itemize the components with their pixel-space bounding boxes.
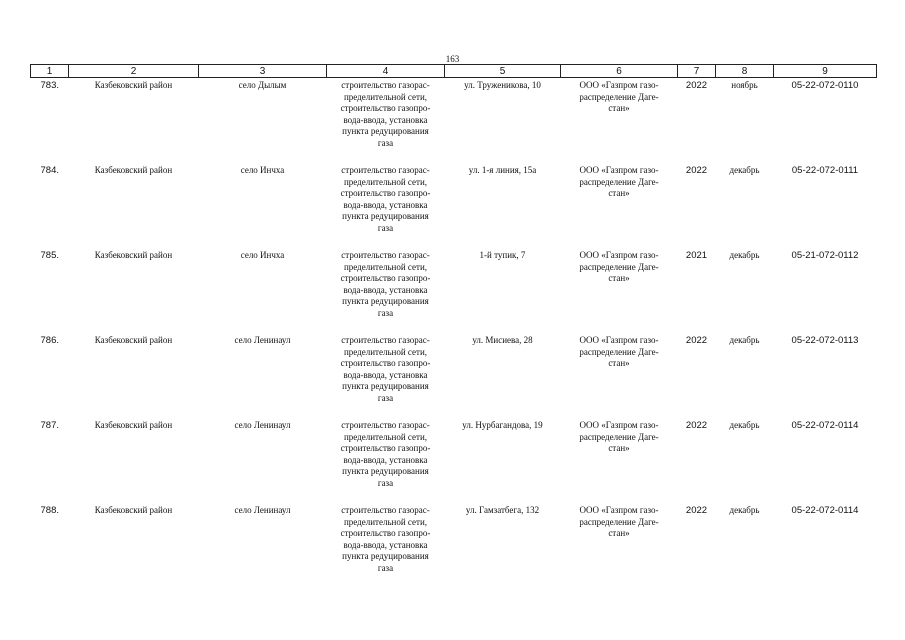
organization-line: стан» xyxy=(608,358,630,369)
work-description-line: пункта редуцирования xyxy=(342,466,429,477)
settlement-cell: село Ленинаул xyxy=(234,505,291,515)
work-description-line: строительство газорас- xyxy=(341,165,430,175)
work-description-line: пункта редуцирования xyxy=(342,551,429,562)
organization-line: ООО «Газпром газо- xyxy=(579,250,659,260)
code-cell: 05-22-072-0113 xyxy=(791,335,859,346)
column-header: 1 xyxy=(31,65,69,78)
work-description-line: строительство газорас- xyxy=(341,505,430,515)
organization-line: ООО «Газпром газо- xyxy=(579,80,659,90)
work-description-line: пункта редуцирования xyxy=(342,126,429,137)
work-description-line: пределительной сети, xyxy=(343,516,428,527)
table-row xyxy=(31,418,877,503)
work-description-line: газа xyxy=(377,392,394,403)
code-cell: 05-21-072-0112 xyxy=(791,250,859,261)
month-cell: декабрь xyxy=(729,420,760,430)
year-cell: 2021 xyxy=(685,250,708,261)
column-header: 3 xyxy=(199,65,327,78)
work-description-line: пункта редуцирования xyxy=(342,296,429,307)
settlement-cell: село Инчха xyxy=(240,250,285,260)
table-row xyxy=(31,503,877,588)
column-header: 2 xyxy=(69,65,199,78)
organization-line: распределение Даге- xyxy=(579,346,659,357)
row-number: 788. xyxy=(40,505,59,516)
work-description-line: строительство газопро- xyxy=(340,188,431,199)
organization-cell xyxy=(561,503,678,588)
work-description-cell xyxy=(327,503,445,588)
work-description-line: строительство газопро- xyxy=(340,358,431,369)
organization-line: распределение Даге- xyxy=(579,431,659,442)
work-description-line: пункта редуцирования xyxy=(342,211,429,222)
address-cell: ул. 1-я линия, 15а xyxy=(468,165,537,175)
work-description-line: пределительной сети, xyxy=(343,346,428,357)
work-description-line: строительство газопро- xyxy=(340,273,431,284)
organization-line: стан» xyxy=(608,443,630,454)
table-row xyxy=(31,78,877,164)
work-description-cell xyxy=(327,248,445,333)
row-number: 783. xyxy=(40,80,59,91)
district-cell: Казбековский район xyxy=(94,505,173,515)
page-number: 163 xyxy=(445,54,460,64)
month-cell: декабрь xyxy=(729,165,760,175)
table-row xyxy=(31,333,877,418)
code-cell: 05-22-072-0114 xyxy=(791,505,859,516)
settlement-cell: село Ленинаул xyxy=(234,335,291,345)
month-cell: декабрь xyxy=(729,335,760,345)
organization-line: распределение Даге- xyxy=(579,261,659,272)
work-description-line: вода-ввода, установка xyxy=(343,369,428,380)
address-cell: ул. Мисиева, 28 xyxy=(472,335,533,345)
work-description-line: газа xyxy=(377,477,394,488)
gas-works-table xyxy=(30,64,877,588)
organization-line: распределение Даге- xyxy=(579,516,659,527)
month-cell: декабрь xyxy=(729,250,760,260)
work-description-line: строительство газопро- xyxy=(340,528,431,539)
work-description-line: строительство газорас- xyxy=(341,250,430,260)
table-row xyxy=(31,163,877,248)
organization-cell xyxy=(561,418,678,503)
year-cell: 2022 xyxy=(685,420,708,431)
organization-line: стан» xyxy=(608,103,630,114)
organization-line: ООО «Газпром газо- xyxy=(579,165,659,175)
work-description-line: строительство газопро- xyxy=(340,443,431,454)
district-cell: Казбековский район xyxy=(94,165,173,175)
work-description-line: строительство газопро- xyxy=(340,103,431,114)
year-cell: 2022 xyxy=(685,505,708,516)
column-header: 9 xyxy=(774,65,877,78)
organization-line: распределение Даге- xyxy=(579,176,659,187)
work-description-line: вода-ввода, установка xyxy=(343,539,428,550)
address-cell: 1-й тупик, 7 xyxy=(479,250,526,260)
work-description-line: вода-ввода, установка xyxy=(343,454,428,465)
header-row xyxy=(31,65,877,78)
work-description-line: вода-ввода, установка xyxy=(343,284,428,295)
district-cell: Казбековский район xyxy=(94,335,173,345)
district-cell: Казбековский район xyxy=(94,420,173,430)
address-cell: ул. Нурбагандова, 19 xyxy=(462,420,543,430)
year-cell: 2022 xyxy=(685,335,708,346)
work-description-line: газа xyxy=(377,562,394,573)
column-header: 7 xyxy=(678,65,716,78)
row-number: 787. xyxy=(40,420,59,431)
organization-line: стан» xyxy=(608,528,630,539)
organization-line: ООО «Газпром газо- xyxy=(579,505,659,515)
address-cell: ул. Гамзатбега, 132 xyxy=(465,505,540,515)
row-number: 786. xyxy=(40,335,59,346)
organization-cell xyxy=(561,248,678,333)
settlement-cell: село Инчха xyxy=(240,165,285,175)
code-cell: 05-22-072-0111 xyxy=(791,165,859,176)
table-row xyxy=(31,248,877,333)
organization-line: ООО «Газпром газо- xyxy=(579,420,659,430)
organization-line: ООО «Газпром газо- xyxy=(579,335,659,345)
settlement-cell: село Ленинаул xyxy=(234,420,291,430)
organization-line: стан» xyxy=(608,188,630,199)
row-number: 785. xyxy=(40,250,59,261)
work-description-line: пункта редуцирования xyxy=(342,381,429,392)
work-description-line: пределительной сети, xyxy=(343,176,428,187)
work-description-line: пределительной сети, xyxy=(343,431,428,442)
year-cell: 2022 xyxy=(685,80,708,91)
column-header: 5 xyxy=(445,65,561,78)
year-cell: 2022 xyxy=(685,165,708,176)
month-cell: декабрь xyxy=(729,505,760,515)
work-description-line: строительство газорас- xyxy=(341,335,430,345)
work-description-line: вода-ввода, установка xyxy=(343,114,428,125)
district-cell: Казбековский район xyxy=(94,250,173,260)
work-description-line: газа xyxy=(377,137,394,148)
work-description-cell xyxy=(327,418,445,503)
work-description-line: газа xyxy=(377,222,394,233)
column-header: 6 xyxy=(561,65,678,78)
district-cell: Казбековский район xyxy=(94,80,173,90)
work-description-line: строительство газорас- xyxy=(341,420,430,430)
organization-cell xyxy=(561,78,678,164)
work-description-line: вода-ввода, установка xyxy=(343,199,428,210)
organization-line: стан» xyxy=(608,273,630,284)
work-description-line: пределительной сети, xyxy=(343,261,428,272)
work-description-cell xyxy=(327,333,445,418)
work-description-cell xyxy=(327,163,445,248)
organization-cell xyxy=(561,333,678,418)
work-description-line: пределительной сети, xyxy=(343,91,428,102)
settlement-cell: село Дылым xyxy=(238,80,287,90)
organization-line: распределение Даге- xyxy=(579,91,659,102)
column-header: 4 xyxy=(327,65,445,78)
work-description-line: газа xyxy=(377,307,394,318)
code-cell: 05-22-072-0110 xyxy=(791,80,859,91)
address-cell: ул. Труженикова, 10 xyxy=(464,80,541,90)
row-number: 784. xyxy=(40,165,59,176)
work-description-line: строительство газорас- xyxy=(341,80,430,90)
organization-cell xyxy=(561,163,678,248)
column-header: 8 xyxy=(716,65,774,78)
month-cell: ноябрь xyxy=(731,80,758,90)
code-cell: 05-22-072-0114 xyxy=(791,420,859,431)
work-description-cell xyxy=(327,78,445,164)
